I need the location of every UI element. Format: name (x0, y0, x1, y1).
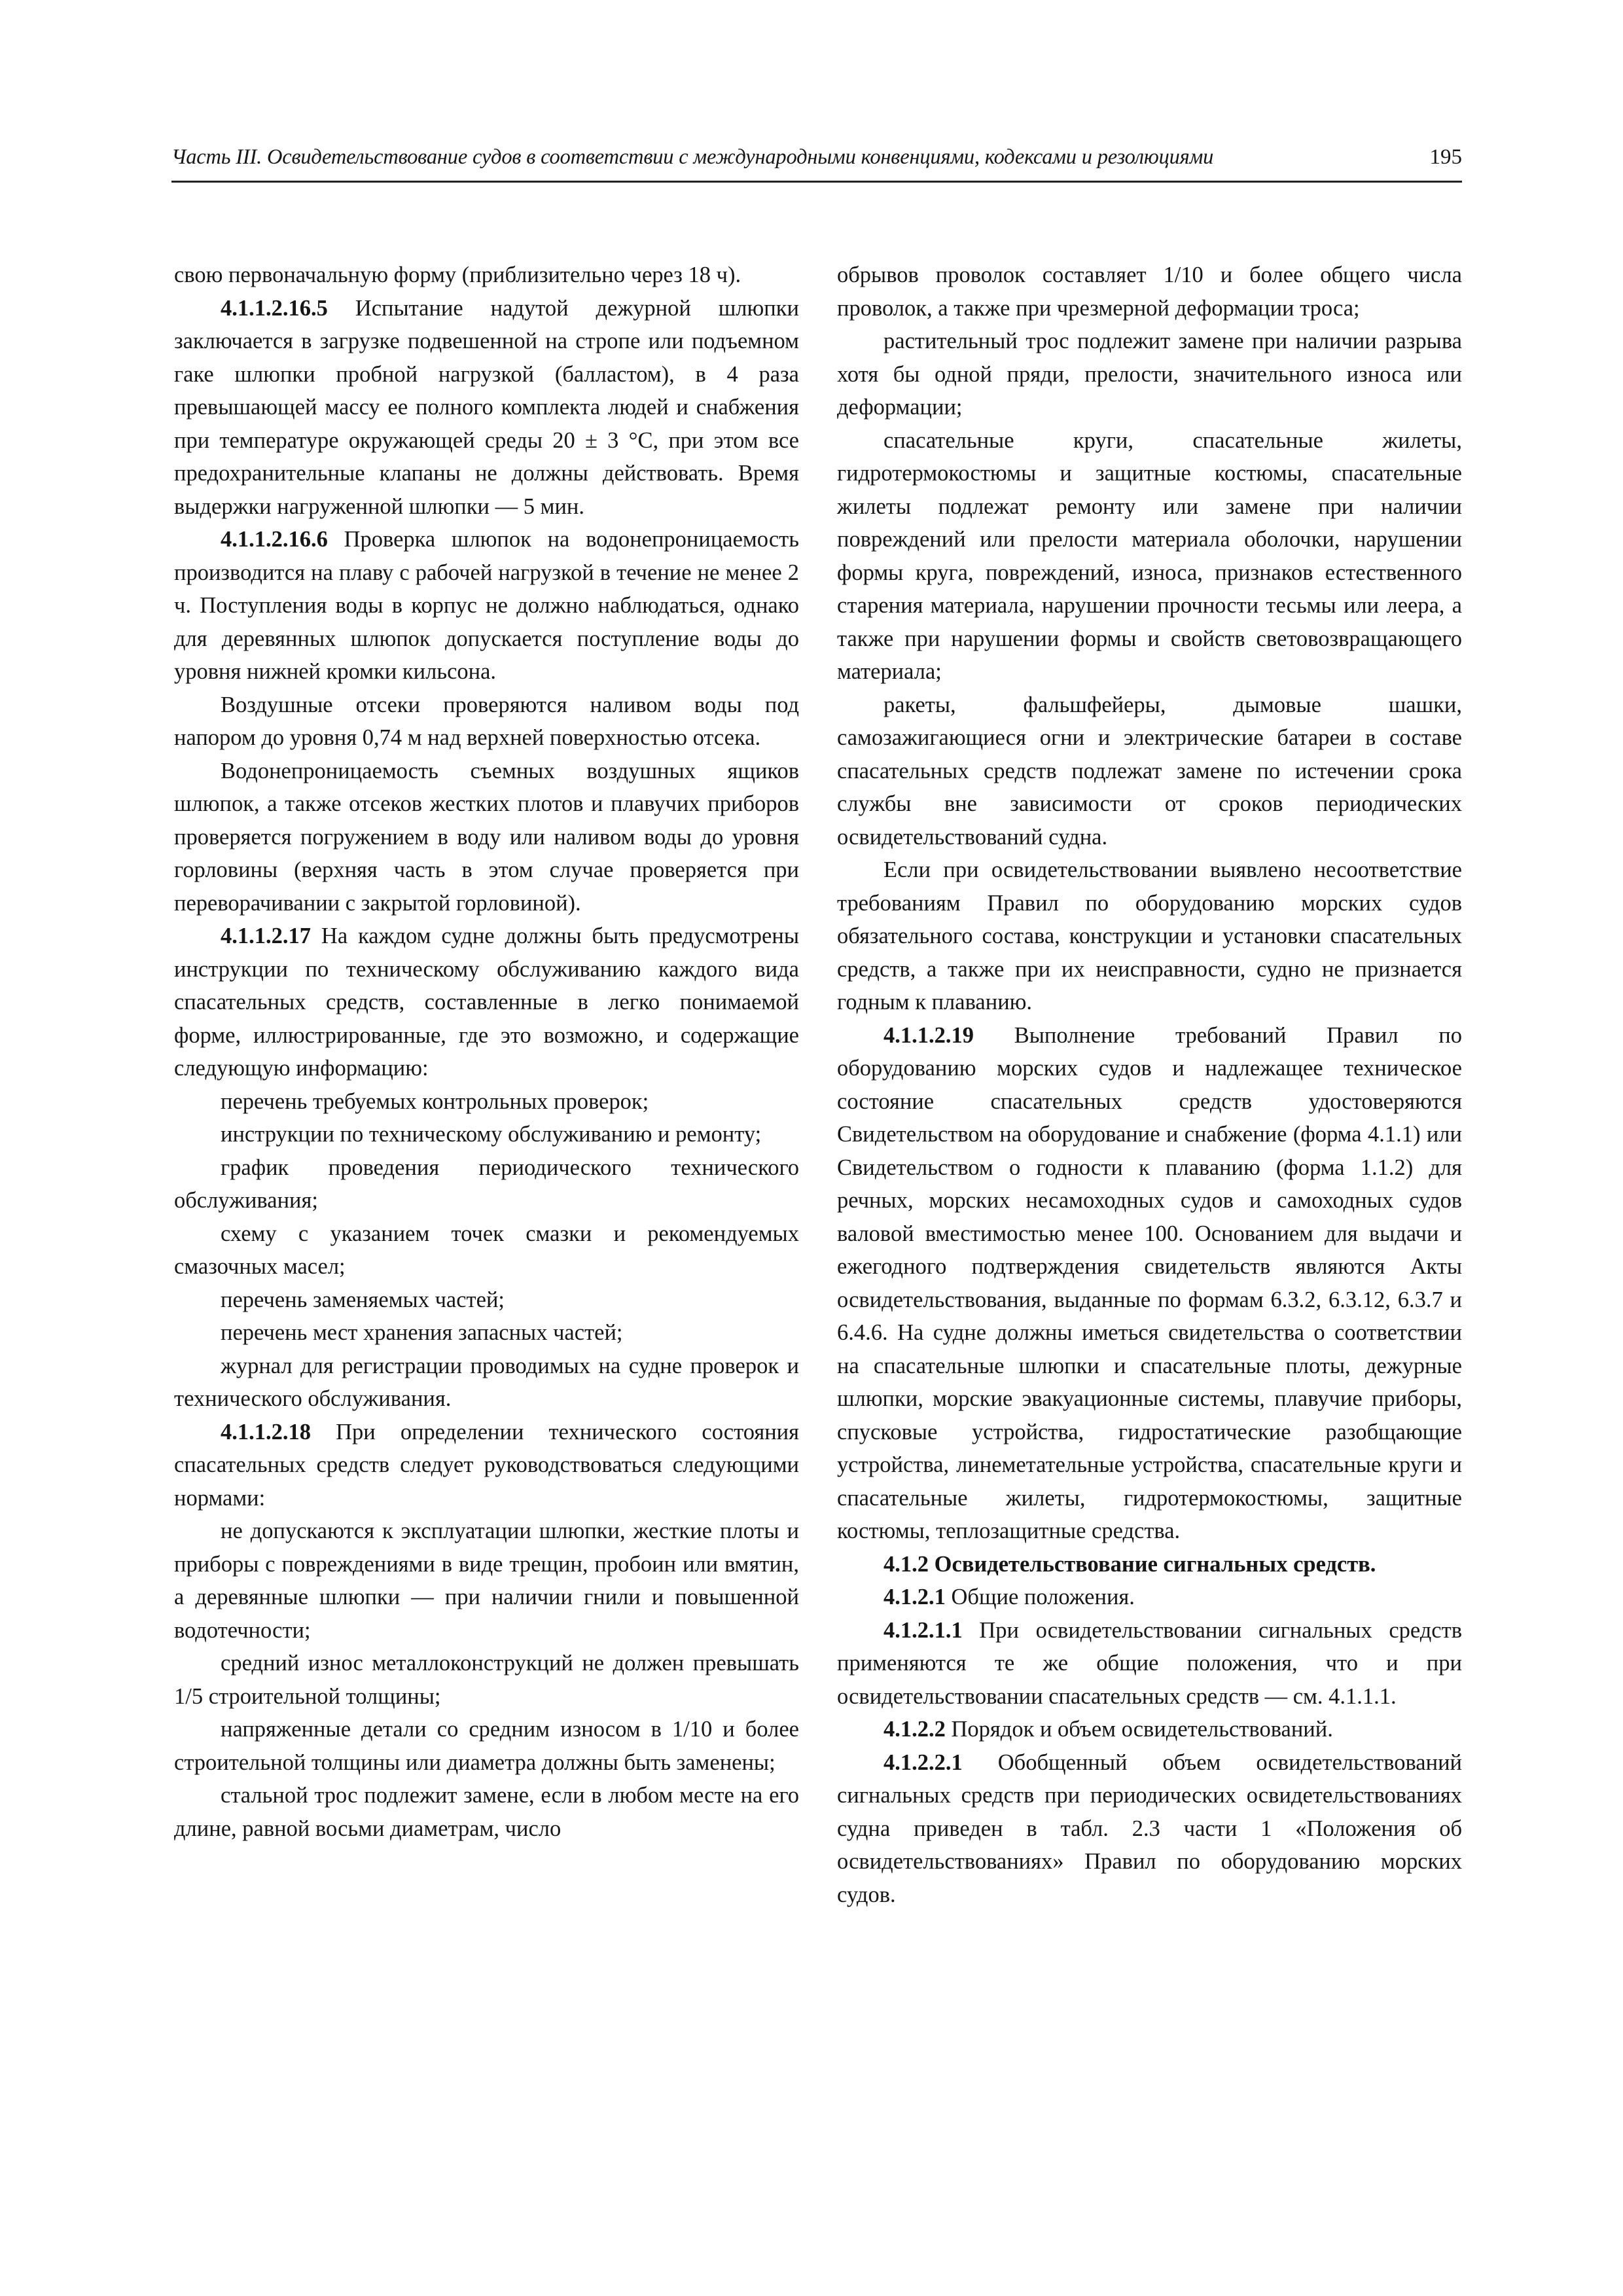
paragraph-text: напряженные детали со средним износом в 1/10 и более строительной толщины или диаметра должны быть заменены; (174, 1717, 799, 1775)
paragraph-text: стальной трос подлежит замене, если в любом месте на его длине, равной восьми диаметрам, число (174, 1783, 799, 1841)
paragraph-text: обрывов проволок составляет 1/10 и более общего числа проволок, а также при чрезмерной деформации троса; (837, 262, 1462, 321)
paragraph-text: ракеты, фальшфейеры, дымовые шашки, самозажигающиеся огни и электрические батареи в составе спасательных средств подлежат замене по истечении срока службы вне зависимости от сроков периодических освидетельствований судна. (837, 692, 1462, 850)
paragraph (174, 523, 799, 689)
clause-number: 4.1.2.2.1 (883, 1749, 963, 1775)
paragraph-text: Порядок и объем освидетельствований. (945, 1717, 1333, 1742)
left-column (174, 259, 799, 1845)
paragraph (174, 1713, 799, 1779)
paragraph (837, 1746, 1462, 1912)
paragraph-text: Водонепроницаемость съемных воздушных ящиков шлюпок, а также отсеков жестких плотов и плавучих приборов проверяется погружением в воду или наливом воды до уровня горловины (верхняя часть в этом случае проверяется при переворачивании с закрытой горловиной). (174, 758, 799, 916)
header-title: Часть III. Освидетельствование судов в соответствии с международными конвенциями, кодексами и резолюциями (171, 145, 1214, 169)
paragraph-text: перечень заменяемых частей; (221, 1287, 505, 1312)
paragraph-text: перечень требуемых контрольных проверок; (221, 1088, 649, 1114)
paragraph (837, 1581, 1462, 1614)
paragraph (174, 1647, 799, 1713)
paragraph (174, 755, 799, 920)
paragraph-text: не допускаются к эксплуатации шлюпки, жесткие плоты и приборы с повреждениями в виде трещин, пробоин или вмятин, а деревянные шлюпки — при наличии гнили и повышенной водотечности; (174, 1518, 799, 1643)
paragraph-text: график проведения периодического технического обслуживания; (174, 1155, 799, 1213)
clause-number: 4.1.2.2 (883, 1717, 946, 1742)
paragraph (174, 1151, 799, 1217)
clause-number: 4.1.2.1 (883, 1585, 946, 1609)
paragraph-text: Если при освидетельствовании выявлено несоответствие требованиям Правил по оборудованию морских судов обязательного состава, конструкции и установки спасательных средств, а также при их неисправности, судно не признается годным к плаванию. (837, 857, 1462, 1014)
paragraph (837, 1019, 1462, 1548)
paragraph (174, 1217, 799, 1283)
paragraph-text: Проверка шлюпок на водонепроницаемость производится на плаву с рабочей нагрузкой в течение не менее 2 ч. Поступления воды в корпус не должно наблюдаться, однако для деревянных шлюпок допускается поступление воды до уровня нижней кромки кильсона. (174, 527, 799, 684)
running-header (171, 143, 1462, 183)
paragraph-text: схему с указанием точек смазки и рекомендуемых смазочных масел; (174, 1221, 799, 1279)
paragraph-text: журнал для регистрации проводимых на судне проверок и технического обслуживания. (174, 1353, 799, 1411)
paragraph (174, 292, 799, 524)
paragraph-text: Воздушные отсеки проверяются наливом воды под напором до уровня 0,74 м над верхней поверхностью отсека. (174, 692, 799, 750)
page-number: 195 (1429, 145, 1462, 169)
paragraph-text: Испытание надутой дежурной шлюпки заключается в загрузке подвешенной на стропе или подъемном гаке шлюпки пробной нагрузкой (балластом), в 4 раза превышающей массу ее полного комплекта людей и снабжения при температуре окружающей среды 20 ± 3 °С, при этом все предохранительные клапаны не должны действовать. Время выдержки нагруженной шлюпки — 5 мин. (174, 295, 799, 519)
paragraph-text: Общие положения. (945, 1585, 1135, 1609)
clause-number: 4.1.2 Освидетельствование сигнальных средств. (883, 1551, 1376, 1577)
clause-number: 4.1.1.2.16.5 (221, 295, 328, 321)
paragraph (174, 1416, 799, 1515)
paragraph (174, 1085, 799, 1119)
paragraph (174, 1350, 799, 1416)
paragraph (837, 853, 1462, 1019)
clause-number: 4.1.1.2.19 (883, 1022, 974, 1048)
paragraph (837, 689, 1462, 854)
paragraph (837, 259, 1462, 325)
paragraph (174, 1118, 799, 1151)
paragraph (174, 689, 799, 755)
paragraph (837, 325, 1462, 424)
paragraph-text: При определении технического состояния спасательных средств следует руководствоваться следующими нормами: (174, 1419, 799, 1511)
paragraph-text: свою первоначальную форму (приблизительно через 18 ч). (174, 262, 741, 287)
paragraph (837, 1548, 1462, 1581)
paragraph (174, 259, 799, 292)
clause-number: 4.1.1.2.18 (221, 1419, 311, 1444)
clause-number: 4.1.1.2.17 (221, 924, 311, 948)
paragraph-text: На каждом судне должны быть предусмотрены инструкции по техническому обслуживанию каждого вида спасательных средств, составленные в легко понимаемой форме, иллюстрированные, где это возможно, и содержащие следующую информацию: (174, 924, 799, 1081)
paragraph (174, 1283, 799, 1317)
paragraph (837, 1713, 1462, 1746)
paragraph (837, 1614, 1462, 1713)
paragraph-text: Обобщенный объем освидетельствований сигнальных средств при периодических освидетельствованиях судна приведен в табл. 2.3 части 1 «Положения об освидетельствованиях» Правил по оборудованию морских судов. (837, 1749, 1462, 1907)
paragraph (837, 424, 1462, 689)
paragraph-text: Выполнение требований Правил по оборудованию морских судов и надлежащее техническое состояние спасательных средств удостоверяются Свидетельством на оборудование и снабжение (форма 4.1.1) или Свидетельством о годности к плаванию (форма 1.1.2) для речных, морских несамоходных судов и самоходных судов валовой вместимостью менее 100. Основанием для выдачи и ежегодного подтверждения свидетельств являются Акты освидетельствования, выданные по формам 6.3.2, 6.3.12, 6.3.7 и 6.4.6. На судне должны иметься свидетельства о соответствии на спасательные шлюпки и спасательные плоты, дежурные шлюпки, морские эвакуационные системы, плавучие приборы, спусковые устройства, гидростатические разобщающие устройства, линеметательные устройства, спасательные круги и спасательные жилеты, гидротермокостюмы, защитные костюмы, теплозащитные средства. (837, 1022, 1462, 1543)
paragraph-text: средний износ металлоконструкций не должен превышать 1/5 строительной толщины; (174, 1651, 799, 1709)
paragraph (174, 920, 799, 1085)
paragraph (174, 1779, 799, 1845)
paragraph-text: инструкции по техническому обслуживанию и ремонту; (221, 1122, 762, 1147)
clause-number: 4.1.1.2.16.6 (221, 527, 328, 552)
paragraph-text: спасательные круги, спасательные жилеты, гидротермокостюмы и защитные костюмы, спасательные жилеты подлежат ремонту или замене при наличии повреждений или прелости материала оболочки, нарушении формы круга, повреждений, износа, признаков естественного старения материала, нарушении прочности тесьмы или леера, а также при нарушении формы и свойств световозвращающего материала; (837, 427, 1462, 684)
clause-number: 4.1.2.1.1 (883, 1617, 963, 1643)
paragraph-text: растительный трос подлежит замене при наличии разрыва хотя бы одной пряди, прелости, значительного износа или деформации; (837, 329, 1462, 420)
paragraph-text: При освидетельствовании сигнальных средств применяются те же общие положения, что и при освидетельствовании спасательных средств — см. 4.1.1.1. (837, 1617, 1462, 1709)
paragraph (174, 1515, 799, 1647)
paragraph (174, 1316, 799, 1350)
paragraph-text: перечень мест хранения запасных частей; (221, 1320, 623, 1345)
right-column (837, 259, 1462, 1911)
